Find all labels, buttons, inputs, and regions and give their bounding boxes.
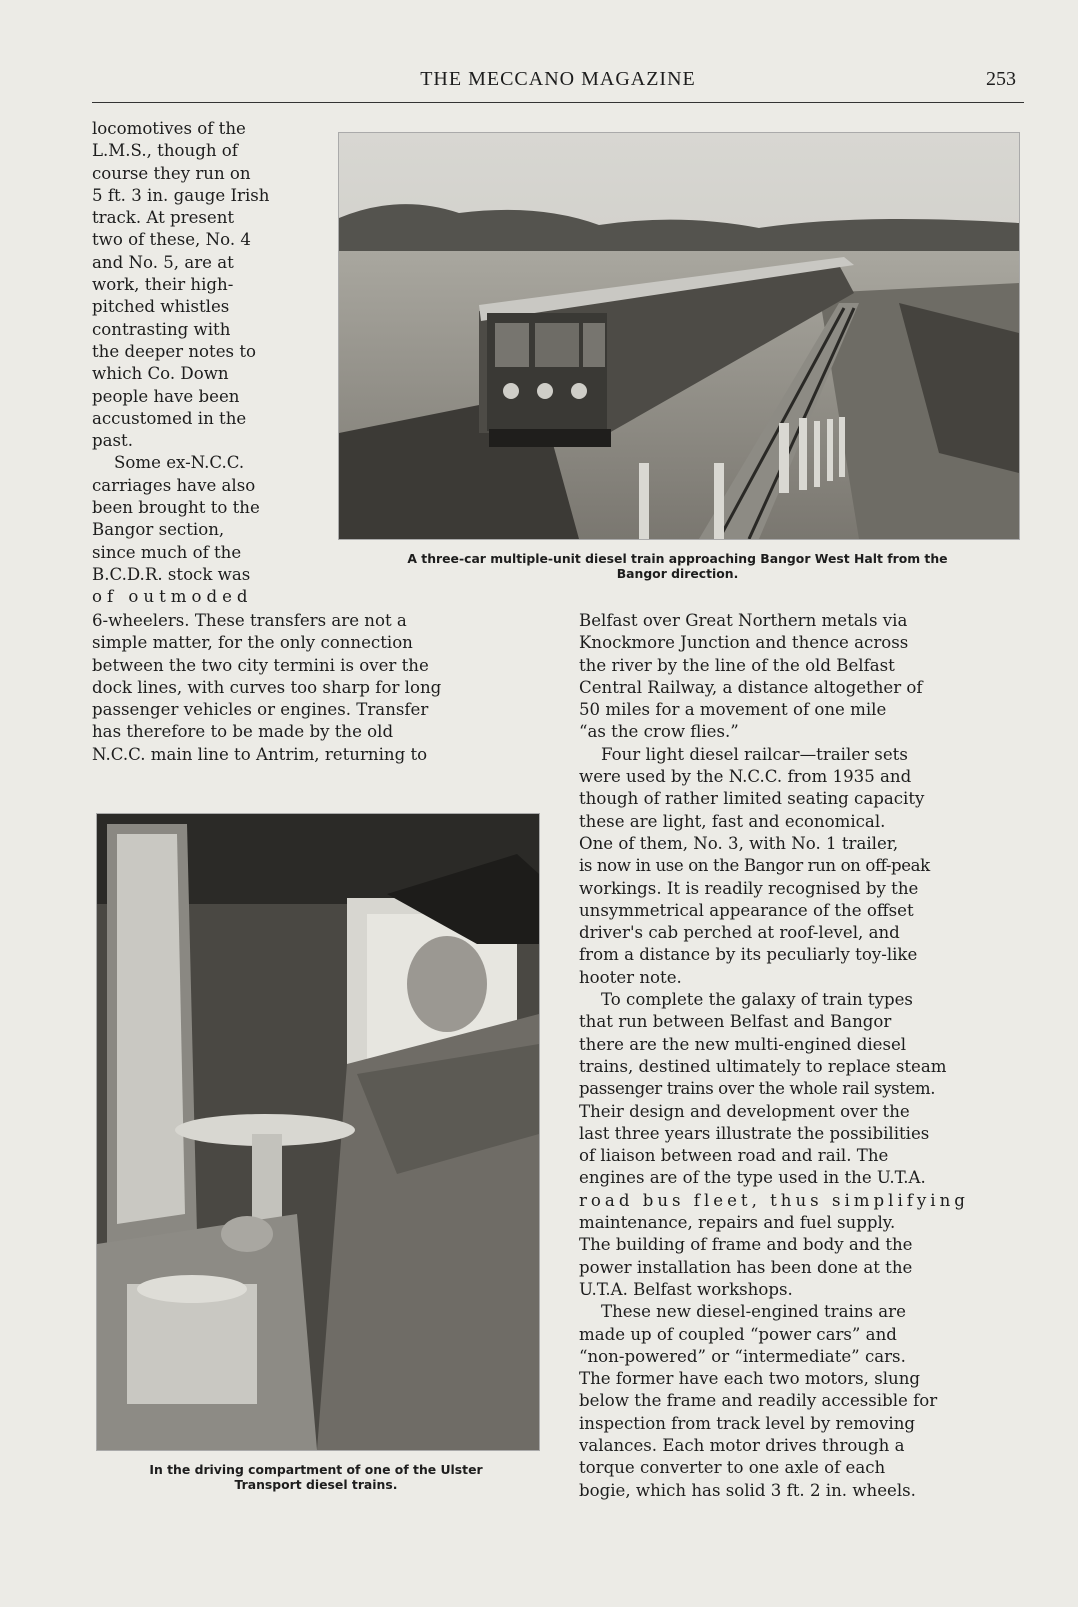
text-line: two of these, No. 4 <box>92 230 251 250</box>
text-line: Four light diesel railcar—trailer sets <box>601 744 908 764</box>
text-line: carriages have also <box>92 475 256 495</box>
text-line: Belfast over Great Northern metals via <box>579 611 908 630</box>
caption-line: Transport diesel trains. <box>234 1477 398 1492</box>
page-header <box>92 66 1024 103</box>
text-line: workings. It is readily recognised by the <box>579 878 919 898</box>
text-line: last three years illustrate the possibilities <box>579 1123 930 1143</box>
text-line: though of rather limited seating capacity <box>579 789 925 809</box>
driving-cab-photo <box>96 813 540 1451</box>
cab-photo-caption <box>92 1462 540 1492</box>
text-line: contrasting with <box>92 319 231 339</box>
text-line: These new diesel-engined trains are <box>601 1302 906 1322</box>
text-line: passenger trains over the whole rail system. <box>579 1079 936 1099</box>
text-line: past. <box>92 431 133 451</box>
text-line: 6-wheelers. These transfers are not a <box>92 611 407 630</box>
text-line: pitched whistles <box>92 297 230 317</box>
text-line: passenger vehicles or engines. Transfer <box>92 700 429 720</box>
text-line: Knockmore Junction and thence across <box>579 633 909 653</box>
text-line: “non-powered” or “intermediate” cars. <box>579 1346 906 1366</box>
text-line: has therefore to be made by the old <box>92 722 394 742</box>
text-line: were used by the N.C.C. from 1935 and <box>579 767 912 787</box>
text-line: between the two city termini is over the <box>92 655 429 675</box>
text-line: that run between Belfast and Bangor <box>579 1012 892 1032</box>
text-line: of liaison between road and rail. The <box>579 1146 889 1166</box>
text-line: people have been <box>92 386 240 406</box>
text-line: dock lines, with curves too sharp for long <box>92 677 442 697</box>
text-line: from a distance by its peculiarly toy-like <box>579 945 918 965</box>
right-column-text <box>579 610 1019 1502</box>
train-photo-caption <box>330 551 1025 581</box>
text-line: and No. 5, are at <box>92 252 234 272</box>
text-line: Their design and development over the <box>579 1101 910 1121</box>
text-line: power installation has been done at the <box>579 1257 913 1277</box>
text-line: To complete the galaxy of train types <box>601 990 913 1010</box>
text-line: bogie, which has solid 3 ft. 2 in. wheels. <box>579 1480 916 1500</box>
text-line: is now in use on the Bangor run on off-peak <box>579 856 930 876</box>
text-line: U.T.A. Belfast workshops. <box>579 1279 793 1299</box>
magazine-title: THE MECCANO MAGAZINE <box>420 68 696 90</box>
text-line: locomotives of the <box>92 119 246 138</box>
text-line: track. At present <box>92 208 235 228</box>
text-line: the deeper notes to <box>92 341 256 361</box>
text-line: Central Railway, a distance altogether of <box>579 677 923 697</box>
text-line: made up of coupled “power cars” and <box>579 1324 897 1344</box>
text-line: which Co. Down <box>92 364 229 384</box>
text-line: driver's cab perched at roof-level, and <box>579 923 900 943</box>
text-line: these are light, fast and economical. <box>579 811 886 831</box>
caption-line: In the driving compartment of one of the Ulster <box>149 1462 483 1477</box>
text-line: B.C.D.R. stock was <box>92 564 251 584</box>
text-line: work, their high- <box>92 275 234 295</box>
text-line: One of them, No. 3, with No. 1 trailer, <box>579 833 899 853</box>
text-line: L.M.S., though of <box>92 141 238 161</box>
text-line: N.C.C. main line to Antrim, returning to <box>92 744 428 764</box>
text-line: trains, destined ultimately to replace steam <box>579 1056 947 1076</box>
text-line: since much of the <box>92 542 242 562</box>
text-line: simple matter, for the only connection <box>92 633 413 653</box>
text-line: course they run on <box>92 163 251 183</box>
diesel-train-photo <box>338 132 1020 540</box>
caption-line: Bangor direction. <box>616 566 739 581</box>
text-line: Bangor section, <box>92 520 225 540</box>
text-line: hooter note. <box>579 967 682 987</box>
text-line: there are the new multi-engined diesel <box>579 1034 907 1054</box>
text-line: “as the crow flies.” <box>579 722 739 742</box>
text-line: 5 ft. 3 in. gauge Irish <box>92 185 270 205</box>
caption-line: A three-car multiple-unit diesel train approaching Bangor West Halt from the <box>407 551 948 566</box>
text-line: The former have each two motors, slung <box>579 1369 921 1389</box>
text-line: maintenance, repairs and fuel supply. <box>579 1213 896 1233</box>
left-column-top-text <box>92 118 302 609</box>
text-line: accustomed in the <box>92 408 247 428</box>
text-line: torque converter to one axle of each <box>579 1458 886 1478</box>
page-number: 253 <box>986 68 1016 90</box>
text-line: The building of frame and body and the <box>579 1235 913 1255</box>
text-line: the river by the line of the old Belfast <box>579 655 895 675</box>
text-line: below the frame and readily accessible for <box>579 1391 938 1411</box>
left-column-middle-text <box>92 610 536 766</box>
text-line: engines are of the type used in the U.T.A. <box>579 1168 926 1188</box>
text-line: inspection from track level by removing <box>579 1413 916 1433</box>
text-line: of outmoded <box>92 587 253 607</box>
text-line: been brought to the <box>92 498 260 518</box>
text-line: valances. Each motor drives through a <box>579 1435 905 1455</box>
text-line: 50 miles for a movement of one mile <box>579 700 887 720</box>
text-line: road bus fleet, thus simplifying <box>579 1190 969 1210</box>
text-line: unsymmetrical appearance of the offset <box>579 900 914 920</box>
text-line: Some ex-N.C.C. <box>114 453 245 473</box>
